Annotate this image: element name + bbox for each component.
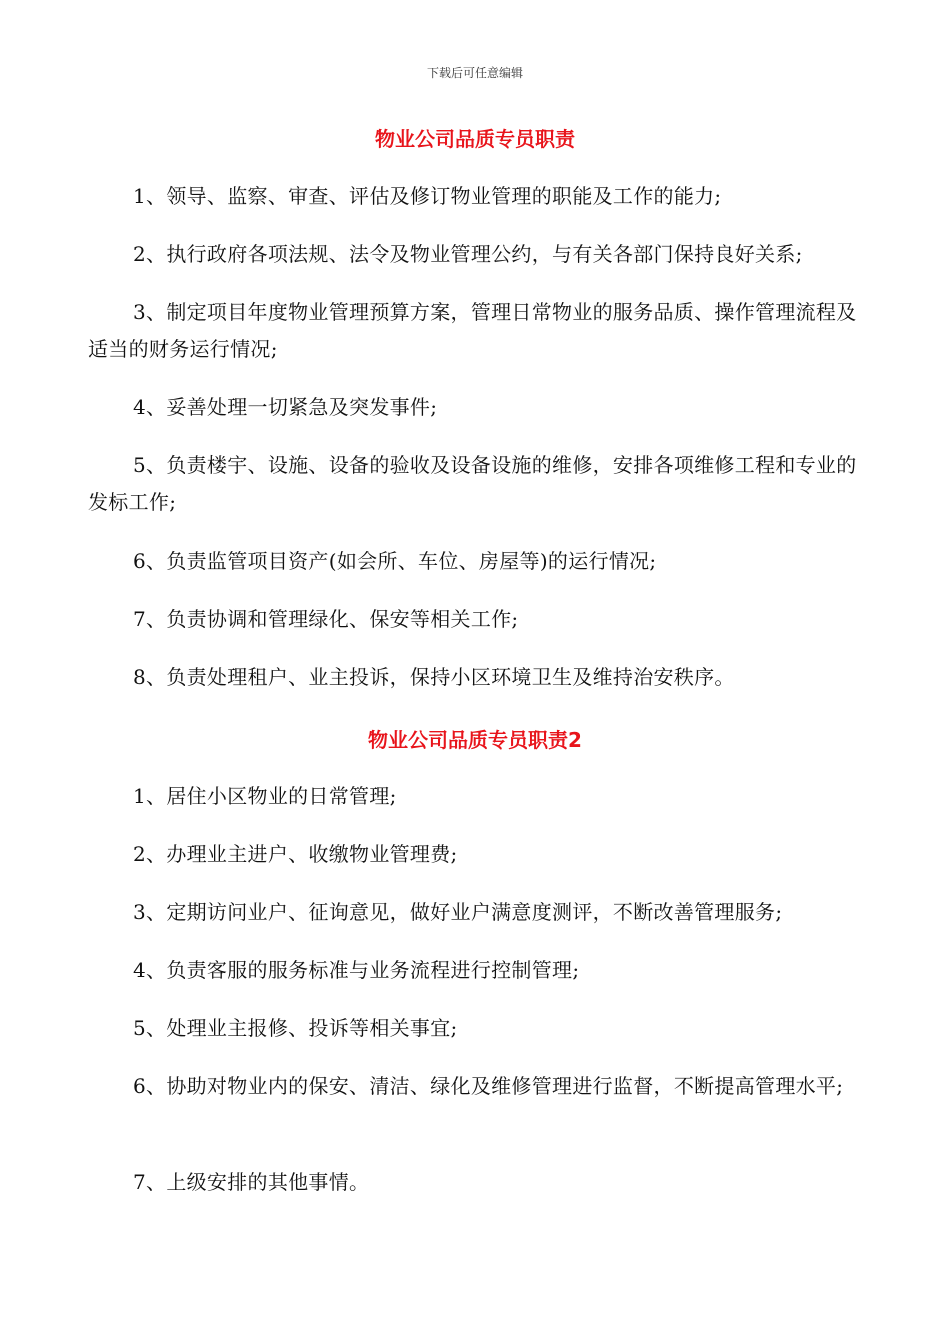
duty-item-2-3: 3、定期访问业户、征询意见，做好业户满意度测评，不断改善管理服务; [133, 900, 783, 924]
section-title-1: 物业公司品质专员职责 [375, 127, 575, 151]
duty-item-1-3: 3、制定项目年度物业管理预算方案，管理日常物业的服务品质、操作管理流程及适当的财务运行情况; [88, 300, 857, 361]
duty-item-1-1: 1、领导、监察、审查、评估及修订物业管理的职能及工作的能力; [133, 184, 722, 208]
duty-item-1-7: 7、负责协调和管理绿化、保安等相关工作; [133, 607, 519, 631]
duty-item-1-6: 6、负责监管项目资产(如会所、车位、房屋等)的运行情况; [133, 549, 657, 573]
duty-item-2-6: 6、协助对物业内的保安、清洁、绿化及维修管理进行监督，不断提高管理水平; [133, 1074, 844, 1098]
duty-item-2-5: 5、处理业主报修、投诉等相关事宜; [133, 1016, 458, 1040]
header-note: 下载后可任意编辑 [426, 66, 523, 80]
duty-item-1-5: 5、负责楼宇、设施、设备的验收及设备设施的维修，安排各项维修工程和专业的发标工作; [88, 453, 857, 514]
duty-item-2-7: 7、上级安排的其他事情。 [133, 1170, 370, 1194]
duty-item-1-8: 8、负责处理租户、业主投诉，保持小区环境卫生及维持治安秩序。 [133, 665, 735, 689]
duty-item-1-4: 4、妥善处理一切紧急及突发事件; [133, 395, 438, 419]
duty-item-2-1: 1、居住小区物业的日常管理; [133, 784, 397, 808]
section-title-2: 物业公司品质专员职责2 [368, 728, 582, 752]
duty-item-2-4: 4、负责客服的服务标准与业务流程进行控制管理; [133, 958, 580, 982]
duty-item-2-2: 2、办理业主进户、收缴物业管理费; [133, 842, 458, 866]
duty-item-1-2: 2、执行政府各项法规、法令及物业管理公约，与有关各部门保持良好关系; [133, 242, 803, 266]
